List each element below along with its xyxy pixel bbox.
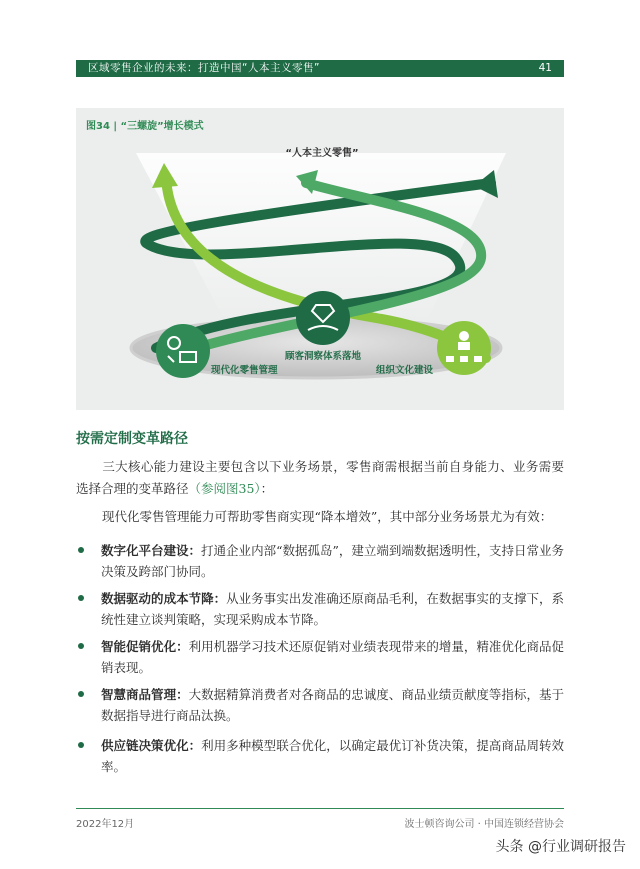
- bullet-title: 数据驱动的成本节降：: [101, 591, 227, 606]
- bullet-text: 利用多种模型联合优化，以确定最优订补货决策，提高商品周转效率。: [101, 738, 564, 774]
- paragraph-1-text: 三大核心能力建设主要包含以下业务场景，零售商需根据当前自身能力、业务需要选择合理的变革路径: [76, 459, 564, 496]
- top-label: “人本主义零售”: [285, 148, 359, 159]
- footer-divider: [76, 808, 564, 809]
- bullet-text: 打通企业内部“数据孤岛”，建立端到端数据透明性，支持日常业务决策及跨部门协同。: [101, 543, 564, 579]
- bullet-icon: [78, 595, 84, 601]
- bullet-icon: [78, 643, 84, 649]
- list-item: [78, 588, 564, 630]
- list-item: [78, 684, 564, 726]
- footer-org: 波士顿咨询公司 · 中国连锁经营协会: [404, 819, 564, 830]
- paragraph-2: [76, 506, 564, 528]
- bullet-text: 从业务事实出发准确还原商品毛利，在数据事实的支撑下，系统性建立谈判策略，实现采购成本节降。: [101, 591, 564, 627]
- paragraph-2-text: 现代化零售管理能力可帮助零售商实现“降本增效”，其中部分业务场景尤为有效：: [102, 509, 553, 524]
- bullet-icon: [78, 742, 84, 748]
- bullet-icon: [78, 547, 84, 553]
- bullet-title: 智慧商品管理：: [101, 687, 189, 702]
- bullet-title: 智能促销优化：: [101, 639, 189, 654]
- triple-helix-diagram: [76, 108, 564, 410]
- list-item: [78, 636, 564, 678]
- node-center: [296, 291, 350, 345]
- list-item: [78, 735, 564, 777]
- page-number: 41: [538, 62, 552, 74]
- figure-panel: [76, 108, 564, 410]
- bullet-icon: [78, 691, 84, 697]
- header-bar: [76, 60, 564, 77]
- node-label-center: 顾客洞察体系落地: [284, 351, 362, 362]
- footer-date: 2022年12月: [76, 819, 135, 830]
- bullet-title: 数字化平台建设：: [101, 543, 202, 558]
- node-label-left: 现代化零售管理: [211, 365, 278, 376]
- bullet-title: 供应链决策优化：: [101, 738, 202, 753]
- bullet-text: 大数据精算消费者对各商品的忠诚度、商品业绩贡献度等指标，基于数据指导进行商品汰换。: [101, 687, 564, 723]
- bullet-text: 利用机器学习技术还原促销对业绩表现带来的增量，精准优化商品促销表现。: [101, 639, 564, 675]
- paragraph-1: [76, 456, 564, 500]
- node-label-right: 组织文化建设: [376, 365, 434, 376]
- figure-reference-link[interactable]: （参阅图35）: [188, 481, 261, 496]
- list-item: [78, 540, 564, 582]
- header-title: 区域零售企业的未来：打造中国“人本主义零售”: [88, 62, 320, 74]
- figure-caption: 图34 | “三螺旋”增长模式: [86, 121, 204, 132]
- watermark: 头条 @行业调研报告: [495, 839, 626, 855]
- paragraph-1-end: ：: [260, 481, 274, 496]
- section-heading: 按需定制变革路径: [76, 431, 188, 447]
